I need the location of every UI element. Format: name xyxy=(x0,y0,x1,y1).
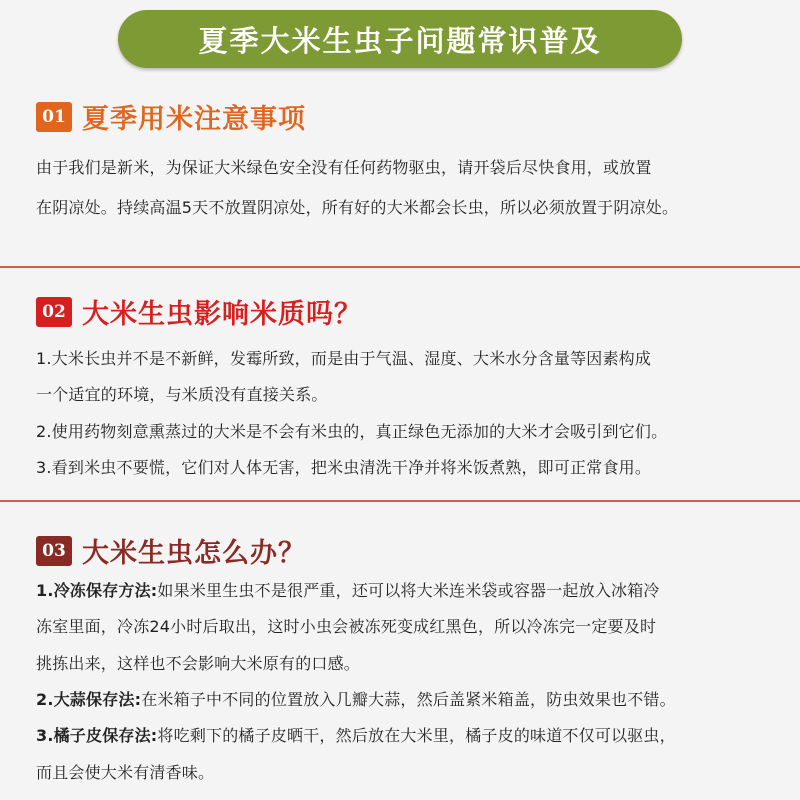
section-3-header xyxy=(36,531,306,570)
section-2-line-2: 一个适宜的环境，与米质没有直接关系。 xyxy=(36,385,328,404)
section-2-title: 大米生虫影响米质吗？ xyxy=(82,299,362,330)
method-text: 而且会使大米有清香味。 xyxy=(36,763,215,782)
section-2-line-3: 2.使用药物刻意熏蒸过的大米是不会有米虫的，真正绿色无添加的大米才会吸引到它们。 xyxy=(36,422,668,441)
section-2-number-badge: 02 xyxy=(36,297,72,327)
method-label: 2.大蒜保存法: xyxy=(36,690,142,709)
section-3-number-badge: 03 xyxy=(36,536,72,566)
section-3-line-6 xyxy=(36,760,214,783)
section-divider-1 xyxy=(0,266,800,268)
section-2-line-4: 3.看到米虫不要慌，它们对人体无害，把米虫清洗干净并将米饭煮熟，即可正常食用。 xyxy=(36,458,652,477)
section-1-number-badge: 01 xyxy=(36,102,72,132)
page-title-banner xyxy=(118,10,682,68)
section-1-title: 夏季用米注意事项 xyxy=(82,104,306,135)
section-1-line-1: 由于我们是新米，为保证大米绿色安全没有任何药物驱虫，请开袋后尽快食用，或放置 xyxy=(36,158,652,177)
method-text: 将吃剩下的橘子皮晒干，然后放在大米里，橘子皮的味道不仅可以驱虫， xyxy=(157,726,676,745)
page-title: 夏季大米生虫子问题常识普及 xyxy=(198,23,602,58)
section-2-line-1: 1.大米长虫并不是不新鲜，发霉所致，而是由于气温、湿度、大米水分含量等因素构成 xyxy=(36,349,652,368)
section-2-header xyxy=(36,292,362,331)
section-3-line-4 xyxy=(36,687,676,710)
section-1-line-2: 在阴凉处。持续高温5天不放置阴凉处，所有好的大米都会长虫，所以必须放置于阴凉处。 xyxy=(36,198,679,217)
section-3-line-1 xyxy=(36,578,660,601)
method-label: 1.冷冻保存方法: xyxy=(36,581,158,600)
section-divider-2 xyxy=(0,500,800,502)
section-3-line-3 xyxy=(36,651,360,674)
method-label: 3.橘子皮保存法: xyxy=(36,726,158,745)
method-text: 在米箱子中不同的位置放入几瓣大蒜，然后盖紧米箱盖，防虫效果也不错。 xyxy=(141,690,676,709)
section-3-line-2 xyxy=(36,614,656,637)
section-3-line-5 xyxy=(36,723,676,746)
section-3-title: 大米生虫怎么办？ xyxy=(82,538,306,569)
method-text: 冻室里面，冷冻24小时后取出，这时小虫会被冻死变成红黑色，所以冷冻完一定要及时 xyxy=(36,617,657,636)
section-1-header xyxy=(36,97,306,136)
method-text: 如果米里生虫不是很严重，还可以将大米连米袋或容器一起放入冰箱冷 xyxy=(157,581,660,600)
method-text: 挑拣出来，这样也不会影响大米原有的口感。 xyxy=(36,654,361,673)
